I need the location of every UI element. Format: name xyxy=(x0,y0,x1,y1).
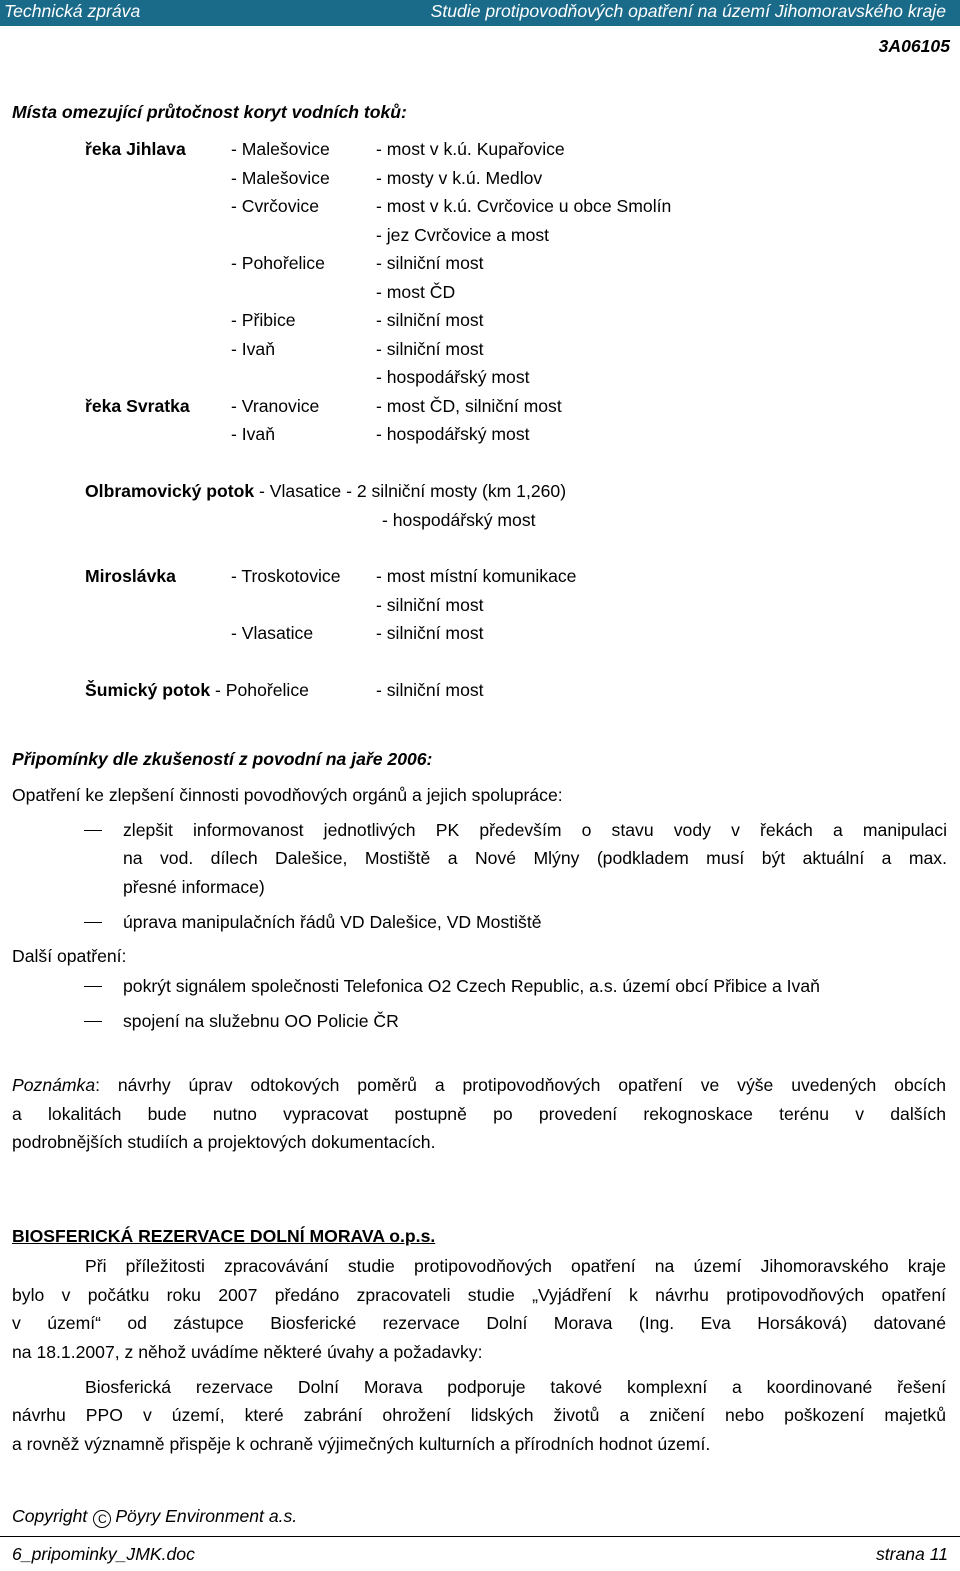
place: - Ivaň xyxy=(231,339,276,359)
para1-line-4: na 18.1.2007, z něhož uvádíme některé úvahy a požadavky: xyxy=(12,1342,483,1362)
copyright-icon: C xyxy=(93,1510,111,1528)
section-title-biosphere: BIOSFERICKÁ REZERVACE DOLNÍ MORAVA o.p.s. xyxy=(12,1226,436,1246)
section-title-restrictions: Místa omezující průtočnost koryt vodních toků: xyxy=(12,102,407,122)
item: - most v k.ú. Kupařovice xyxy=(376,139,565,159)
footer-page-number: strana 11 xyxy=(875,1544,948,1564)
document-code: 3A06105 xyxy=(878,36,950,56)
river-jihlava: řeka Jihlava xyxy=(85,139,186,159)
copyright-label: Copyright xyxy=(12,1506,88,1526)
place: - Cvrčovice xyxy=(231,196,319,216)
note-line-3: podrobnějších studiích a projektových dokumentacích. xyxy=(12,1132,436,1152)
para2-line-2: návrhu PPO v území, které zabrání ohrožení lidských životů a zničení nebo poškození majetků xyxy=(12,1405,946,1425)
place: - Troskotovice xyxy=(231,566,341,586)
place: - Ivaň xyxy=(231,424,276,444)
sumicky-place: - Pohořelice xyxy=(210,680,309,700)
footer-divider xyxy=(0,1536,960,1537)
header-left-title: Technická zpráva xyxy=(4,1,141,21)
para1-line-1: Při příležitosti zpracovávání studie protipovodňových opatření na území Jihomoravského kraje xyxy=(85,1256,946,1276)
olbramovicky-line xyxy=(85,483,566,501)
olbramovicky-detail: - Vlasatice - 2 silniční mosty (km 1,260) xyxy=(254,481,567,501)
place: - Pohořelice xyxy=(231,253,325,273)
item: - hospodářský most xyxy=(376,424,530,444)
item: - silniční most xyxy=(376,310,484,330)
bullet-1-line-3: přesné informace) xyxy=(123,877,265,897)
dash-bullet xyxy=(84,830,102,831)
note-line-2: a lokalitách bude nutno vypracovat postupně po provedení rekognoskace terénu v dalších xyxy=(12,1104,946,1124)
stream-olbramovicky: Olbramovický potok xyxy=(85,481,255,501)
place: - Vlasatice xyxy=(231,623,314,643)
item: - most ČD xyxy=(376,282,456,302)
header-right-title: Studie protipovodňových opatření na území Jihomoravského kraje xyxy=(430,1,946,21)
item: - silniční most xyxy=(376,253,484,273)
place: - Přibice xyxy=(231,310,296,330)
para1-line-2: bylo v počátku roku 2007 předáno zpracovateli studie „Vyjádření k návrhu protipovodňových opatření xyxy=(12,1285,946,1305)
para2-line-3: a rovněž významně přispěje k ochraně výjimečných kulturních a přírodních hodnot území. xyxy=(12,1434,711,1454)
bullet-4: spojení na služebnu OO Policie ČR xyxy=(123,1011,399,1031)
place: - Malešovice xyxy=(231,139,330,159)
measures-intro: Opatření ke zlepšení činnosti povodňových orgánů a jejich spolupráce: xyxy=(12,785,563,805)
sumicky-line xyxy=(85,682,309,700)
item: - silniční most xyxy=(376,623,484,643)
further-measures-label: Další opatření: xyxy=(12,946,127,966)
item: - silniční most xyxy=(376,680,484,700)
note-text: : návrhy úprav odtokových poměrů a protipovodňových opatření ve výše uvedených obcích xyxy=(95,1075,946,1095)
item: - silniční most xyxy=(376,339,484,359)
company-name: Pöyry Environment a.s. xyxy=(115,1506,298,1526)
place: - Malešovice xyxy=(231,168,330,188)
item: - jez Cvrčovice a most xyxy=(376,225,550,245)
para1-line-3: v území“ od zástupce Biosferické rezervace Dolní Morava (Ing. Eva Horsáková) datované xyxy=(12,1313,946,1333)
place: - Vranovice xyxy=(231,396,320,416)
dash-bullet xyxy=(84,986,102,987)
stream-miroslavka: Miroslávka xyxy=(85,566,176,586)
note-label: Poznámka xyxy=(12,1075,96,1095)
item: - most v k.ú. Cvrčovice u obce Smolín xyxy=(376,196,672,216)
footer-copyright xyxy=(12,1508,297,1528)
dash-bullet xyxy=(84,1021,102,1022)
dash-bullet xyxy=(84,922,102,923)
olbramovicky-line2: - hospodářský most xyxy=(382,510,536,530)
bullet-2: úprava manipulačních řádů VD Dalešice, VD Mostiště xyxy=(123,912,542,932)
item: - most místní komunikace xyxy=(376,566,577,586)
item: - mosty v k.ú. Medlov xyxy=(376,168,543,188)
section-title-comments: Připomínky dle zkušeností z povodní na jaře 2006: xyxy=(12,749,433,769)
bullet-1-line-2: na vod. dílech Dalešice, Mostiště a Nové Mlýny (podkladem musí být aktuální a max. xyxy=(123,848,947,868)
item: - silniční most xyxy=(376,595,484,615)
stream-sumicky: Šumický potok xyxy=(85,680,211,700)
para2-line-1: Biosferická rezervace Dolní Morava podporuje takové komplexní a koordinované řešení xyxy=(85,1377,946,1397)
item: - most ČD, silniční most xyxy=(376,396,562,416)
river-svratka: řeka Svratka xyxy=(85,396,190,416)
note-line-1 xyxy=(12,1077,946,1095)
footer-filename: 6_pripominky_JMK.doc xyxy=(12,1544,195,1564)
bullet-3: pokrýt signálem společnosti Telefonica O2 Czech Republic, a.s. území obcí Přibice a Ivaň xyxy=(123,976,820,996)
item: - hospodářský most xyxy=(376,367,530,387)
bullet-1-line-1: zlepšit informovanost jednotlivých PK především o stavu vody v řekách a manipulaci xyxy=(123,820,947,840)
